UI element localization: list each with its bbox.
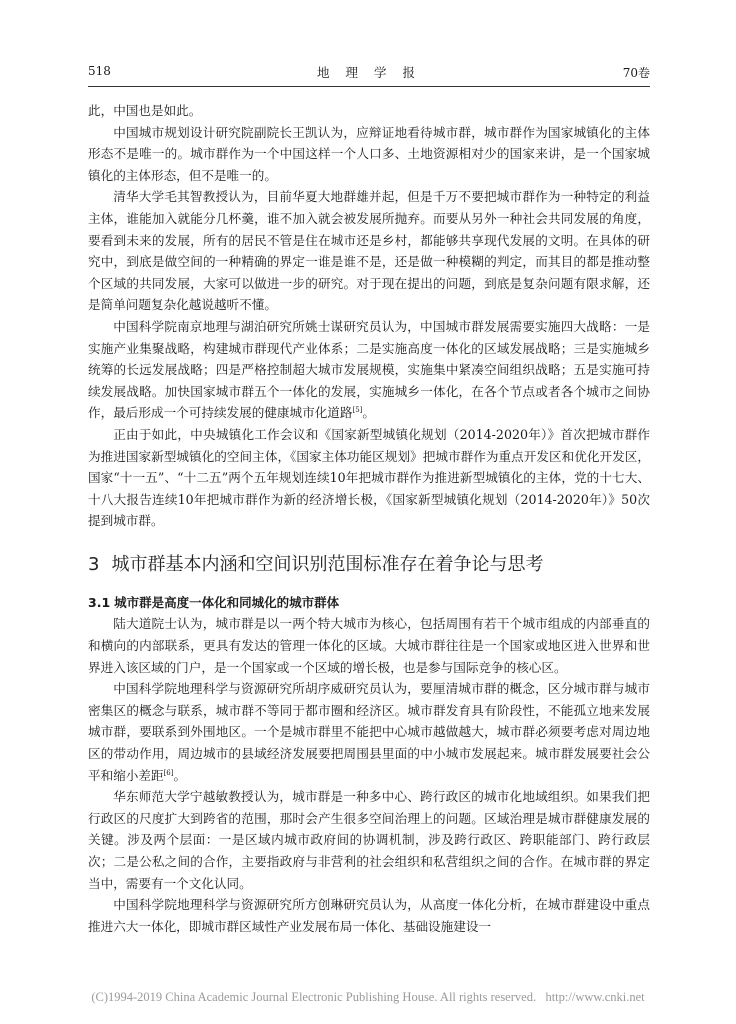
paragraph: 中国科学院地理科学与资源研究所方创琳研究员认为，从高度一体化分析，在城市群建设中重点推进六大一体化，即城市群区域性产业发展布局一体化、基础设施建设一	[88, 897, 650, 934]
paragraph: 此，中国也是如此。	[88, 103, 202, 118]
paragraph-text: 中国科学院地理科学与资源研究所胡序威研究员认为，要厘清城市群的概念，区分城市群与城市密集区的概念与联系，城市群不等同于都市圈和经济区。城市群发育具有阶段性，不能孤立地来发展城市群，要联系到外围地区。一个是城市群里不能把中心城市越做越大，城市群必须要考虑对周边地区的带动作用，周边城市的县域经济发展要把周围县里面的中小城市发展起来。城市群发展要社会公平和缩小差距	[88, 681, 650, 783]
subsection-title: 城市群是高度一体化和同城化的城市群体	[114, 594, 340, 610]
section-heading	[88, 552, 650, 578]
footer-url[interactable]: http://www.cnki.net	[545, 990, 645, 1004]
running-header	[88, 62, 650, 82]
volume-number: 70卷	[622, 66, 650, 80]
citation-reference: [5]	[352, 406, 363, 415]
citation-reference: [6]	[163, 768, 174, 777]
journal-title: 地 理 学 报	[317, 65, 421, 80]
paragraph: 清华大学毛其智教授认为，目前华夏大地群雄并起，但是千万不要把城市群作为一种特定的利益主体，谁能加入就能分几杯羹，谁不加入就会被发展所抛弃。而要从另外一种社会共同发展的角度，要看到未来的发展，所有的居民不管是住在城市还是乡村，都能够共享现代发展的文明。在具体的研究中，到底是做空间的一种精确的界定一谁是谁不是，还是做一种模糊的判定，而其目的都是推动整个区域的共同发展，大家可以做进一步的研究。对于现在提出的问题，到底是复杂问题有限求解，还是简单问题复杂化越说越听不懂。	[88, 189, 650, 313]
section-title: 城市群基本内涵和空间识别范围标准存在着争论与思考	[111, 553, 544, 575]
article-body	[88, 100, 650, 937]
section-number: 3	[88, 553, 100, 575]
header-rule	[88, 86, 650, 87]
paragraph: 华东师范大学宁越敏教授认为，城市群是一种多中心、跨行政区的城市化地域组织。如果我们把行政区的尺度扩大到跨省的范围，那时会产生很多空间治理上的问题。区域治理是城市群健康发展的关键。涉及两个层面：一是区域内城市政府间的协调机制，涉及跨行政区、跨职能部门、跨行政层次；二是公私之间的合作，主要指政府与非营利的社会组织和私营组织之间的合作。在城市群的界定当中，需要有一个文化认同。	[88, 789, 650, 891]
paragraph	[88, 678, 650, 786]
paragraph	[88, 316, 650, 424]
subsection-heading	[88, 592, 650, 614]
paragraph: 陆大道院士认为，城市群是以一两个特大城市为核心，包括周围有若干个城市组成的内部垂直的和横向的内部联系，更具有发达的管理一体化的区域。大城市群往往是一个国家或地区进入世界和世界进入该区域的门户，是一个国家或一个区域的增长极，也是参与国际竞争的核心区。	[88, 616, 650, 675]
paragraph-tail: 。	[173, 767, 187, 783]
subsection-number: 3.1	[88, 594, 111, 610]
paragraph-tail: 。	[362, 405, 375, 421]
copyright-text: (C)1994-2019 China Academic Journal Electronic Publishing House. All rights reserved.	[91, 990, 537, 1004]
paragraph: 中国城市规划设计研究院副院长王凯认为，应辩证地看待城市群，城市群作为国家城镇化的主体形态不是唯一的。城市群作为一个中国这样一个人口多、土地资源相对少的国家来讲，是一个国家城镇化的主体形态，但不是唯一的。	[88, 124, 650, 183]
paragraph: 正由于如此，中央城镇化工作会议和《国家新型城镇化规划（2014-2020年）》首次把城市群作为推进国家新型城镇化的空间主体，《国家主体功能区规划》把城市群作为重点开发区和优化开发区，国家“十一五”、“十二五”两个五年规划连续10年把城市群作为推进新型城镇化的主体，党的十七大、十八大报告连续10年把城市群作为新的经济增长极，《国家新型城镇化规划（2014-2020年）》50次提到城市群。	[88, 426, 650, 529]
paragraph-text: 中国科学院南京地理与湖泊研究所姚士谋研究员认为，中国城市群发展需要实施四大战略：一是实施产业集聚战略，构建城市群现代产业体系；二是实施高度一体化的区域发展战略；三是实施城乡统筹的长远发展战略；四是严格控制超大城市发展规模，实施集中紧凑空间组织战略；五是实施可持续发展战略。加快国家城市群五个一体化的发展，实施城乡一体化，在各个节点或者各个城市之间协作，最后形成一个可持续发展的健康城市化道路	[88, 318, 650, 421]
page-number: 518	[88, 64, 111, 78]
copyright-footer	[0, 990, 736, 1005]
